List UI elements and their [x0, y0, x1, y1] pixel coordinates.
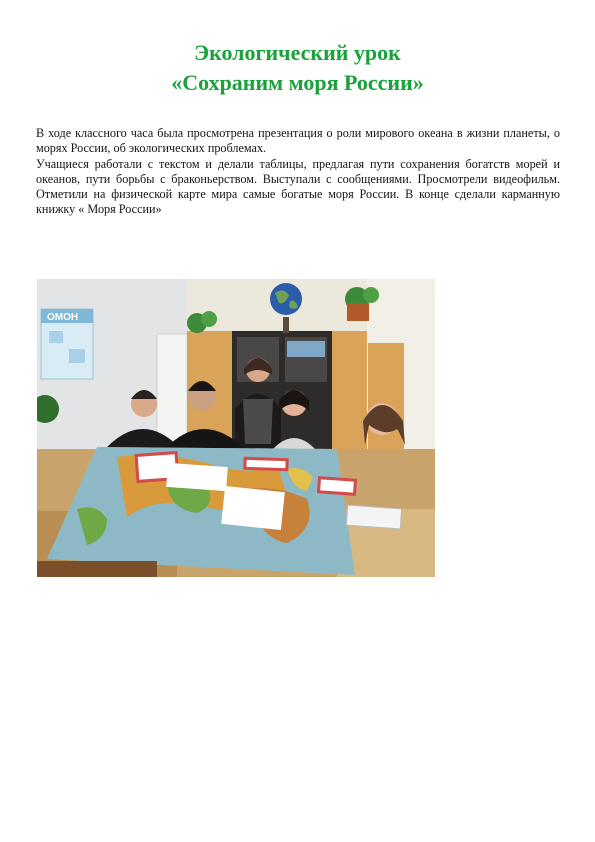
title-line-1: Экологический урок	[194, 40, 401, 65]
classroom-photo	[37, 279, 435, 577]
title-line-2: «Сохраним моря России»	[171, 70, 424, 95]
classroom-photo-illustration	[37, 279, 435, 577]
paragraph-1: В ходе классного часа была просмотрена презентация о роли мирового океана в жизни планеты, о морях России, об экологических проблемах.	[36, 126, 560, 156]
paragraph-2: Учащиеся работали с текстом и делали таблицы, предлагая пути сохранения богатств морей и океанов, пути борьбы с браконьерством. Выступали с сообщениями. Просмотрели видеофильм. Отметили на физической карте мира самые богатые моря России. В конце сделали карманную книжку « Моря России»	[36, 156, 560, 217]
lesson-description	[36, 126, 560, 218]
page-title	[0, 38, 595, 98]
poster-text: ОМОН	[47, 312, 79, 323]
